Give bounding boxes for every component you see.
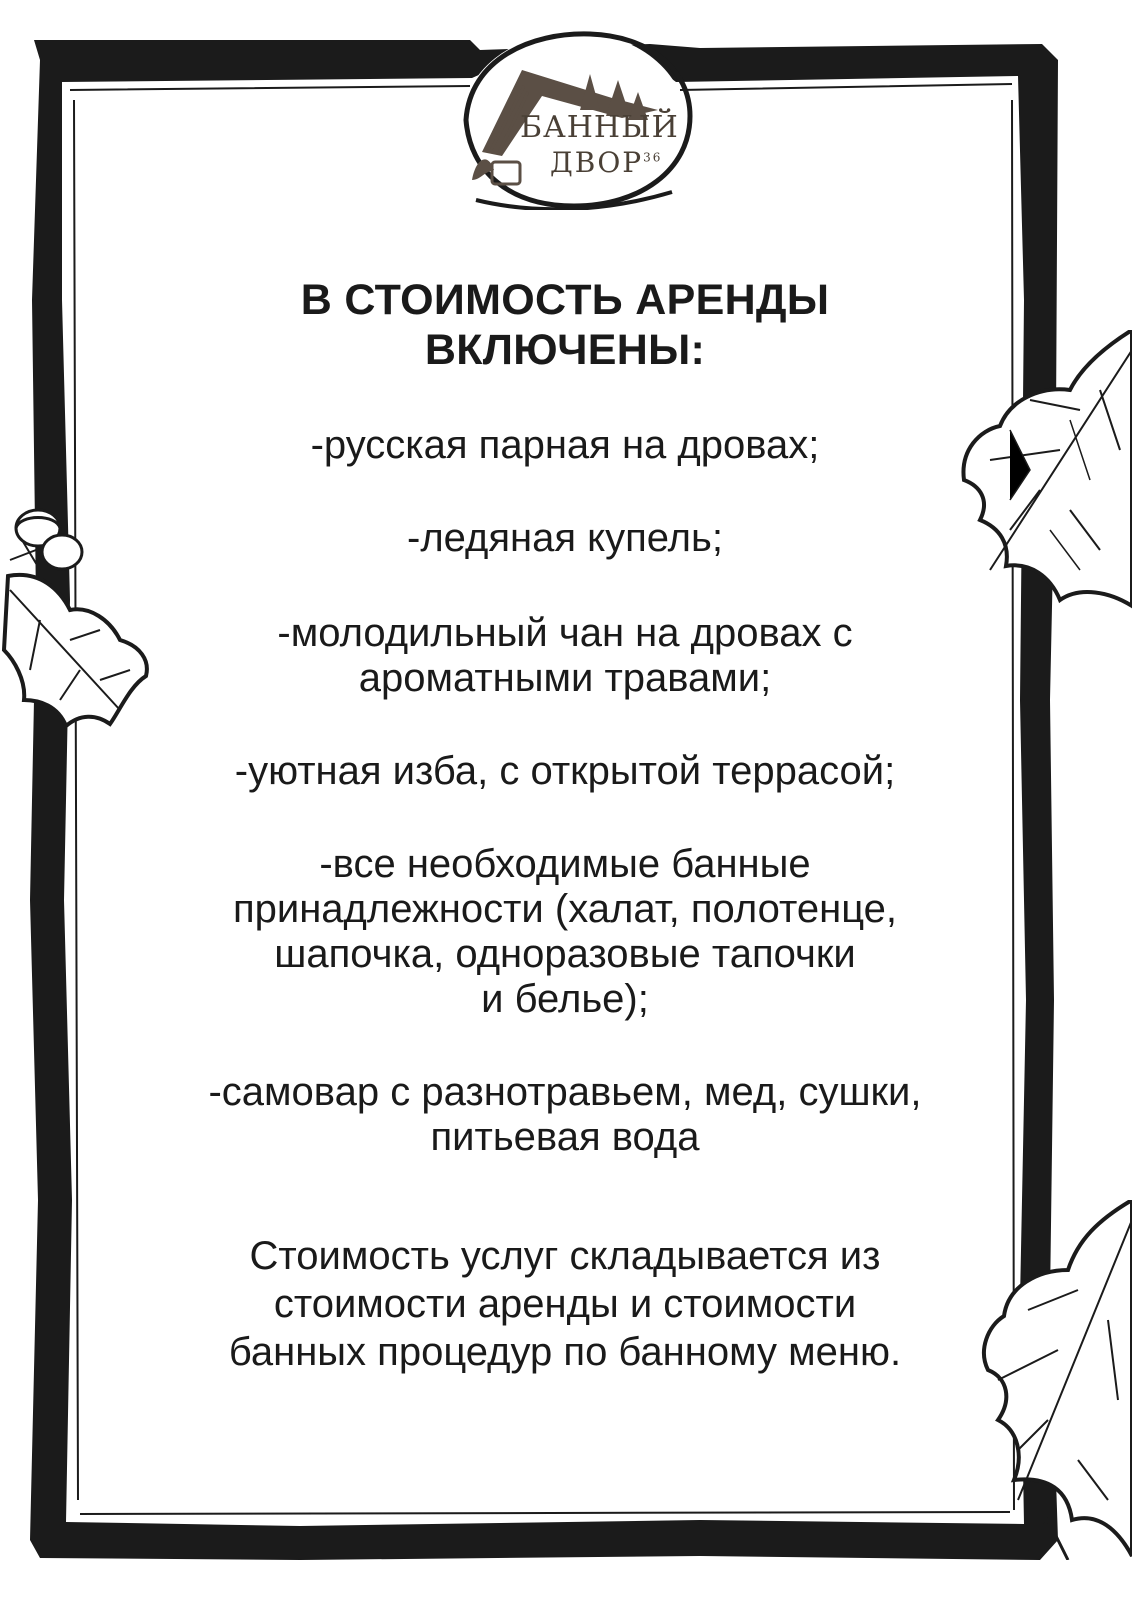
logo — [462, 40, 692, 210]
list-item — [110, 423, 1020, 468]
note-line: Стоимость услуг складывается из — [249, 1234, 881, 1278]
item-line: питьевая вода — [430, 1115, 700, 1159]
list-item — [110, 842, 1020, 1022]
logo-line-2-text: ДВОР — [550, 146, 644, 179]
item-line: шапочка, одноразовые тапочки — [274, 932, 856, 976]
item-line: ароматными травами; — [358, 656, 772, 700]
pricing-note — [110, 1232, 1020, 1376]
item-line: -самовар с разнотравьем, мед, сушки, — [208, 1070, 922, 1114]
acorn-icon — [10, 510, 82, 570]
list-item — [110, 749, 1020, 794]
logo-line-2-suffix: 36 — [643, 150, 663, 165]
item-line: -ледяная купель; — [407, 516, 723, 560]
list-item — [110, 516, 1020, 561]
included-items-list — [110, 423, 1020, 1160]
page-title — [110, 275, 1020, 375]
item-line: принадлежности (халат, полотенце, — [232, 887, 898, 931]
title-line-2: ВКЛЮЧЕНЫ: — [424, 326, 706, 374]
item-line: и белье); — [481, 977, 649, 1021]
item-line: -уютная изба, с открытой террасой; — [234, 749, 896, 793]
item-line: -молодильный чан на дровах с — [277, 611, 853, 655]
bath-tub-icon — [492, 162, 520, 184]
note-line: банных процедур по банному меню. — [228, 1330, 902, 1374]
item-line: -русская парная на дровах; — [310, 423, 820, 467]
main-content — [110, 275, 1020, 1376]
note-line: стоимости аренды и стоимости — [273, 1282, 857, 1326]
list-item — [110, 1070, 1020, 1160]
item-line: -все необходимые банные — [319, 842, 811, 886]
list-item — [110, 611, 1020, 701]
title-line-1: В СТОИМОСТЬ АРЕНДЫ — [300, 276, 830, 324]
logo-line-1: БАННЫЙ — [520, 110, 679, 145]
logo-line-2 — [550, 146, 662, 179]
